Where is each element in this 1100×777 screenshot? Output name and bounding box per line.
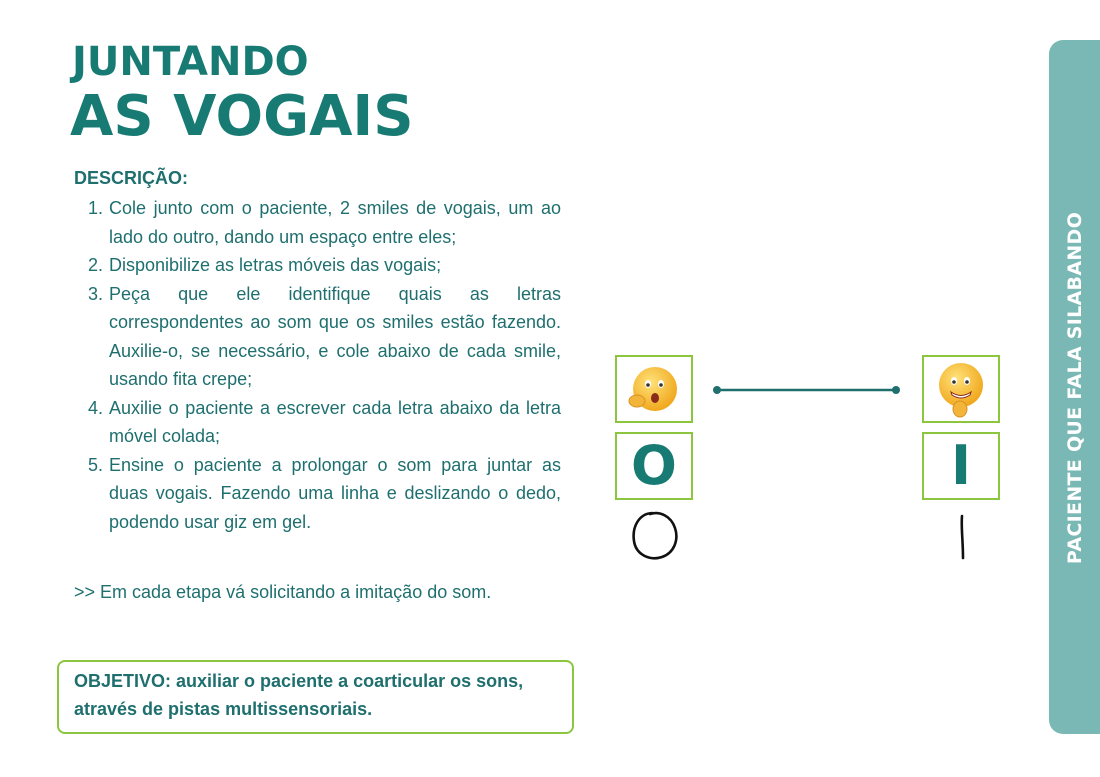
handwritten-i [952,510,972,564]
objective-box: OBJETIVO: auxiliar o paciente a coarticular os sons, através de pistas multissensoriais. [57,660,574,734]
face-o-sound-icon [617,357,691,421]
step-text: Peça que ele identifique quais as letras correspondentes ao som que os smiles estão fazendo. Auxilie-o, se necessário, e cole abaixo de cada smile, usando fita crepe; [109,283,561,389]
step-number: 2. [88,255,104,275]
title-line-2: AS VOGAIS [70,84,414,149]
letter-card-o: O [615,432,693,500]
note-text: >> Em cada etapa vá solicitando a imitação do som. [74,582,492,602]
description-label: DESCRIÇÃO: [74,168,189,188]
face-i-sound-icon [924,357,998,421]
step-number: 3. [88,283,104,304]
letter-card-i: I [922,432,1000,500]
step-text: Ensine o paciente a prolongar o som para juntar as duas vogais. Fazendo uma linha e deslizando o dedo, podendo usar giz em gel. [109,454,561,532]
step-text: Auxilie o paciente a escrever cada letra abaixo da letra móvel colada; [109,397,561,446]
handwritten-o [628,508,682,564]
side-tab-label: PACIENTE QUE FALA SILABANDO [1064,211,1086,565]
steps-list [74,194,561,536]
list-item [74,280,561,394]
step-number: 4. [88,397,104,418]
step-number: 5. [88,454,104,475]
list-item [74,394,561,451]
list-item [74,194,561,251]
connector-line [712,384,902,396]
list-item [74,451,561,537]
title-line-1: JUNTANDO [72,39,309,85]
step-number: 1. [88,198,104,218]
emoji-card-right [922,355,1000,423]
list-item [74,251,561,280]
step-text: Disponibilize as letras móveis das vogais; [109,255,442,275]
emoji-card-left [615,355,693,423]
step-text: Cole junto com o paciente, 2 smiles de vogais, um ao lado do outro, dando um espaço entre eles; [109,198,561,247]
